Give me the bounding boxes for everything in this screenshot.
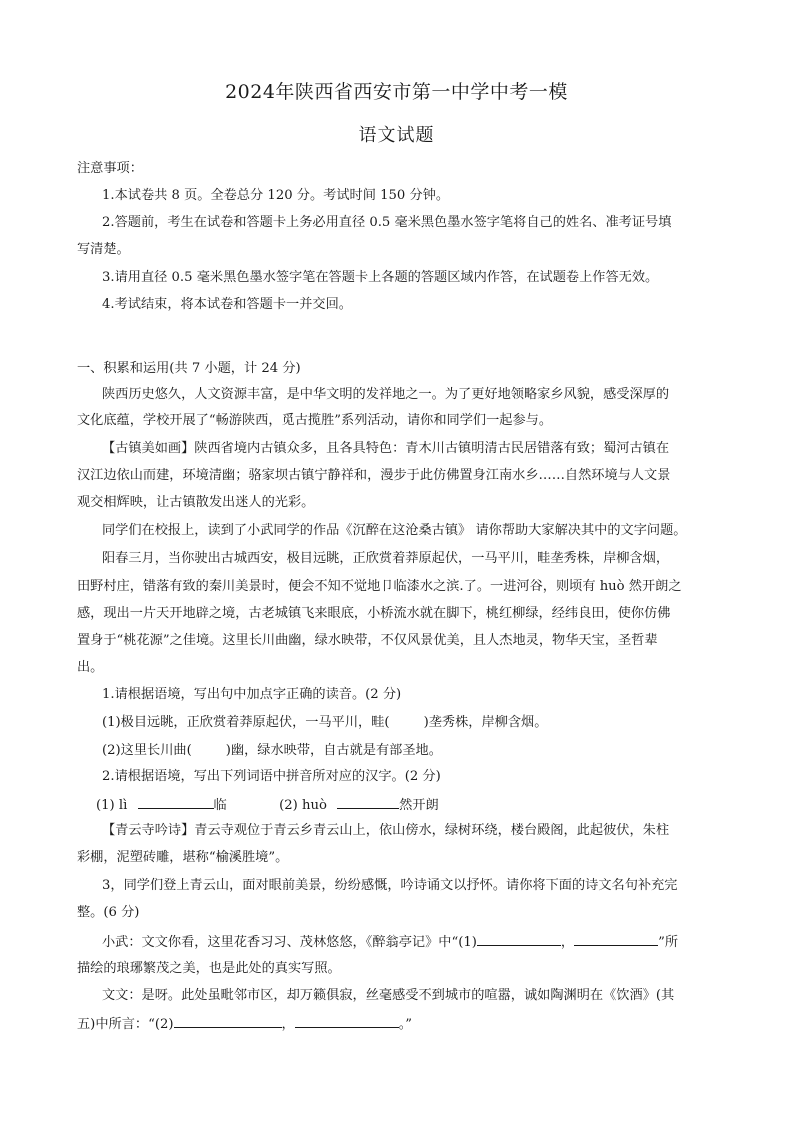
wenwen-dialogue: 文文：是呀。此处虽毗邻市区，却万籁俱寂，丝毫感受不到城市的喧嚣，诚如陶渊明在《饮酒》(其: [102, 988, 675, 1003]
section-heading: 一、积累和运用(共 7 小题，计 24 分): [77, 361, 301, 376]
question-1-stem: 1.请根据语境，写出句中加点字正确的读音。(2 分): [102, 687, 402, 702]
xiaowu-dialogue: [102, 932, 742, 952]
q2a-suffix: 临: [213, 798, 227, 813]
q3-2-blank-first[interactable]: [174, 1014, 282, 1028]
q2b-label: (2) huò: [279, 798, 327, 813]
article-intro: 同学们在校报上，读到了小武同学的作品《沉醉在这沧桑古镇》 请你帮助大家解决其中的文字问题。: [102, 523, 687, 538]
question-1-item-b: [102, 742, 742, 760]
q3-2-blank-second[interactable]: [295, 1014, 399, 1028]
q3-1-blank-first[interactable]: [477, 932, 561, 946]
question-2-stem: 2.请根据语境，写出下列词语中拼音所对应的汉字。(2 分): [102, 769, 441, 784]
notice-item-2-cont: 写清楚。: [77, 242, 130, 257]
q3-1-blank-second[interactable]: [574, 932, 658, 946]
q1a-text-after: )垄秀株，岸柳含烟。: [423, 715, 548, 730]
intro-line: 陕西历史悠久，人文资源丰富，是中华文明的发祥地之一。为了更好地领略家乡风貌，感受深厚的: [102, 387, 670, 402]
question-3-stem: 3，同学们登上青云山，面对眼前美景，纷纷感慨，吟诗诵文以抒怀。请你将下面的诗文名句补充完: [102, 878, 678, 893]
notice-item-2: 2.答题前，考生在试卷和答题卡上务必用直径 0.5 毫米黑色墨水签字笔将自己的姓名、准考证号填: [102, 215, 672, 230]
q2a-label: (1) lì: [96, 798, 128, 813]
wenwen-dialogue-cont: [77, 1014, 717, 1034]
intro-line: 文化底蕴，学校开展了“畅游陕西，觅古揽胜”系列活动，请你和同学们一起参与。: [77, 413, 553, 428]
xiaowu-text-before: 小武：文文你看，这里花香习习、茂林悠悠，《醉翁亭记》中“(1): [102, 935, 477, 950]
q1a-text-before: (1)极目远眺，正欣赏着莽原起伏，一马平川，畦(: [102, 715, 390, 730]
article-line: 感，现出一片天开地辟之境，古老城镇飞来眼底，小桥流水就在脚下，桃红柳绿，经纬良田，使你仿佛: [77, 606, 671, 621]
wenwen-text-before: 五)中所言：“(2): [77, 1017, 174, 1032]
q1b-text-after: )幽，绿水映带，自古就是有部圣地。: [225, 743, 442, 758]
wenwen-text-after: 。”: [398, 1017, 413, 1032]
question-3-stem-cont: 整。(6 分): [77, 905, 140, 920]
article-line: 田野村庄，错落有致的秦川美景时，便会不知不觉地卩临漆水之滨.了。一进河谷，则顷有 huò 然开朗之: [77, 579, 682, 594]
exam-title: 2024年陕西省西安市第一中学中考一模: [225, 81, 568, 103]
temple-paragraph-line: 【青云寺吟诗】青云寺观位于青云乡青云山上，依山傍水，绿树环绕，楼台殿阁，此起彼伏，朱柱: [102, 823, 670, 838]
town-paragraph-line: 观交相辉映，让古镇散发出迷人的光彩。: [77, 495, 315, 510]
article-line: 置身于“桃花源”之佳境。这里长川曲幽，绿水映带，不仅风景优美，且人杰地灵，物华天宝，圣哲辈: [77, 633, 658, 648]
q2a-answer-blank[interactable]: [138, 795, 214, 809]
notice-item-4: 4.考试结束，将本试卷和答题卡一并交回。: [102, 297, 352, 312]
town-paragraph-line: 【古镇美如画】陕西省境内古镇众多，且各具特色：青木川古镇明清古民居错落有致；蜀河古镇在: [102, 441, 670, 456]
xiaowu-text-after: ”所: [658, 935, 679, 950]
notice-heading: 注意事项：: [77, 161, 143, 176]
xiaowu-dialogue-cont: 描绘的琅琊繁茂之美，也是此处的真实写照。: [77, 961, 341, 976]
notice-item-1: 1.本试卷共 8 页。全卷总分 120 分。考试时间 150 分钟。: [102, 188, 450, 203]
question-2-items: [96, 795, 736, 815]
q2b-suffix: 然开朗: [399, 798, 439, 813]
wenwen-comma: ，: [281, 1017, 295, 1032]
q1b-text-before: (2)这里长川曲(: [102, 743, 192, 758]
town-paragraph-line: 汉江边依山而建，环境清幽；骆家坝古镇宁静祥和，漫步于此仿佛置身江南水乡……自然环境与人文景: [77, 468, 671, 483]
temple-paragraph-line: 彩棚，泥塑砖雕，堪称“榆溪胜境”。: [77, 850, 289, 865]
xiaowu-comma: ，: [560, 935, 575, 950]
exam-subtitle: 语文试题: [358, 125, 435, 146]
notice-item-3: 3.请用直径 0.5 毫米黑色墨水签字笔在答题卡上各题的答题区域内作答，在试题卷上作答无效。: [102, 270, 659, 285]
article-line: 阳春三月，当你驶出古城西安，极目远眺，正欣赏着莽原起伏，一马平川，畦垄秀株，岸柳含烟，: [102, 551, 670, 566]
question-1-item-a: [102, 714, 742, 732]
article-line: 出。: [77, 660, 104, 675]
q2b-answer-blank[interactable]: [337, 795, 399, 809]
